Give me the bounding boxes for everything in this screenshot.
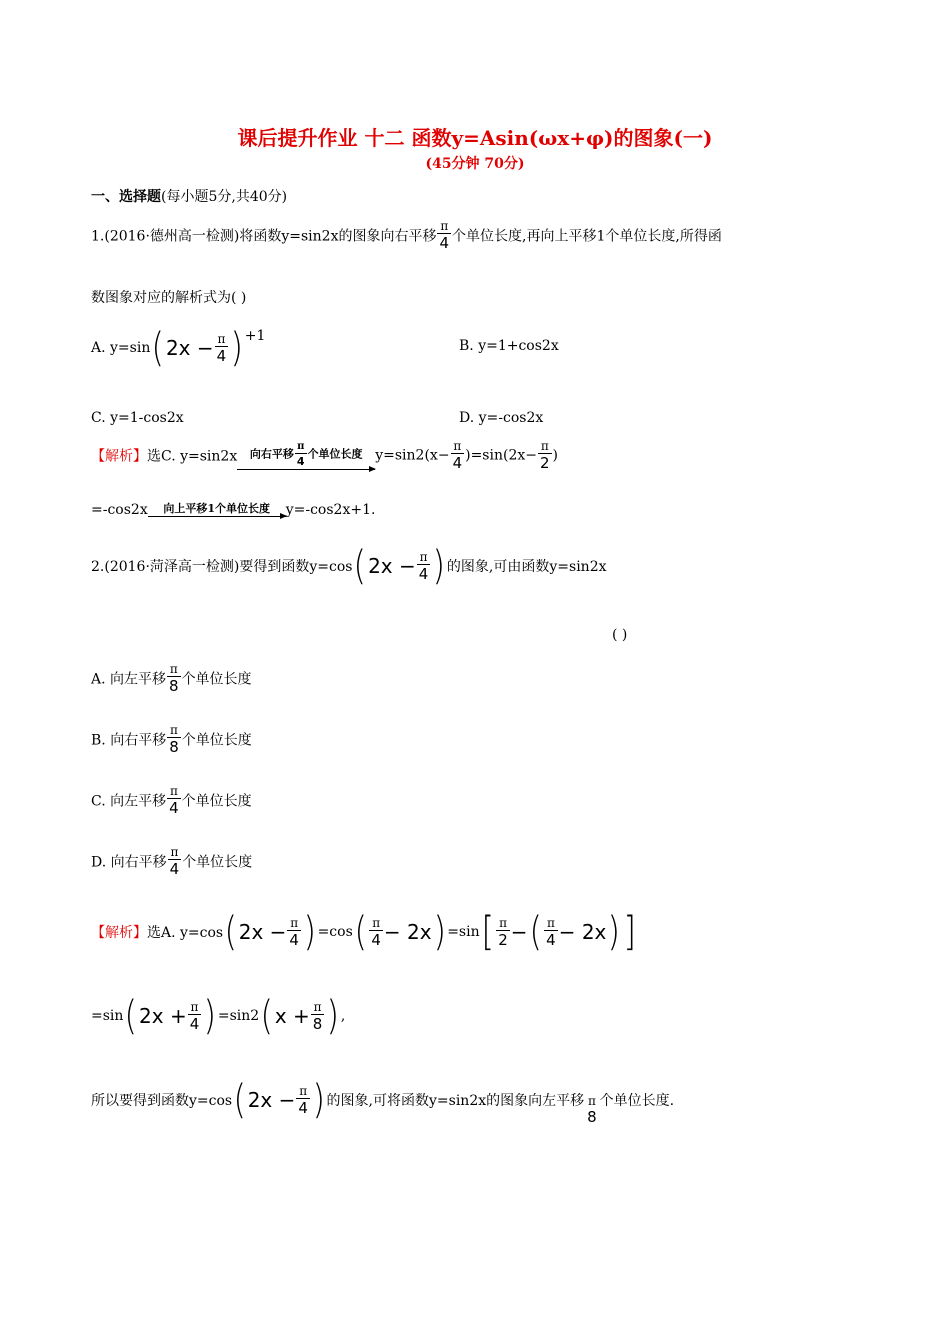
solution-tag: 【解析】 bbox=[91, 925, 147, 941]
q2-solution-line2: =sin(2x + $\frac{\pi}{4}$ ) =sin2(x + $\frac{\pi}{8}$ ) , bbox=[91, 993, 346, 1039]
shift-arrow: 向上平移1个单位长度 bbox=[148, 503, 286, 517]
q1-option-a: A. y=sin(2x − $\frac{\pi}{4}$ ) +1 bbox=[91, 325, 266, 371]
page-title: 课后提升作业 十二 函数y=Asin(ωx+φ)的图象(一) bbox=[237, 126, 713, 150]
q2-stem: 2.(2016·菏泽高一检测)要得到函数y=cos(2x − $\frac{\pi}{4}$ ) 的图象,可由函数y=sin2x bbox=[91, 543, 607, 589]
q1-frac: $\frac{\pi}{4}$ bbox=[439, 219, 450, 252]
q1-option-d: D. y=-cos2x bbox=[459, 410, 544, 426]
q1-stem-line2: 数图象对应的解析式为( ) bbox=[91, 290, 247, 306]
q2-option-d: D. 向右平移 $\frac{\pi}{4}$ 个单位长度 bbox=[91, 845, 253, 878]
q2-solution-line3: 所以要得到函数y=cos(2x − $\frac{\pi}{4}$ ) 的图象,可将函数y=sin2x的图象向左平移 π 8 个单位长度. bbox=[91, 1077, 675, 1126]
q1-stem-line1 bbox=[91, 220, 722, 251]
q2-option-a: A. 向左平移 $\frac{\pi}{8}$ 个单位长度 bbox=[91, 662, 252, 695]
q2-option-c: C. 向左平移 $\frac{\pi}{4}$ 个单位长度 bbox=[91, 784, 252, 817]
q1-option-b: B. y=1+cos2x bbox=[459, 338, 559, 354]
q2-solution-line1: 【解析】选A. y=cos(2x − $\frac{\pi}{4}$ ) =cos( $\frac{\pi}{4}$ − 2x) =sin[ $\frac{\pi}{2}$ −( $\frac{\pi}{4}$ − 2x)] bbox=[91, 909, 637, 955]
section-heading bbox=[91, 186, 287, 206]
q2-answer-blank: ( ) bbox=[612, 627, 628, 643]
q1-solution-line1: 【解析】选C. y=sin2x 向右平移 $\frac{\pi}{4}$ 个单位长度 y=sin2(x− $\frac{\pi}{4}$ )=sin(2x− $\frac{\pi}{2}$ ) bbox=[91, 439, 558, 472]
q1-stem-text-b: 个单位长度,再向上平移1个单位长度,所得函 bbox=[452, 228, 722, 245]
shift-arrow: 向右平移 $\frac{\pi}{4}$ 个单位长度 bbox=[237, 442, 375, 470]
section-title: 一、选择题 bbox=[91, 189, 161, 205]
page-subtitle: (45分钟 70分) bbox=[425, 156, 525, 172]
solution-tag: 【解析】 bbox=[91, 448, 147, 465]
q1-solution-line2: =-cos2x 向上平移1个单位长度 y=-cos2x+1. bbox=[91, 502, 376, 518]
q1-stem-text: 1.(2016·德州高一检测)将函数y=sin2x的图象向右平移 bbox=[91, 228, 437, 245]
q2-option-b: B. 向右平移 $\frac{\pi}{8}$ 个单位长度 bbox=[91, 723, 252, 756]
section-note: (每小题5分,共40分) bbox=[161, 189, 288, 205]
q1-option-c: C. y=1-cos2x bbox=[91, 410, 184, 426]
